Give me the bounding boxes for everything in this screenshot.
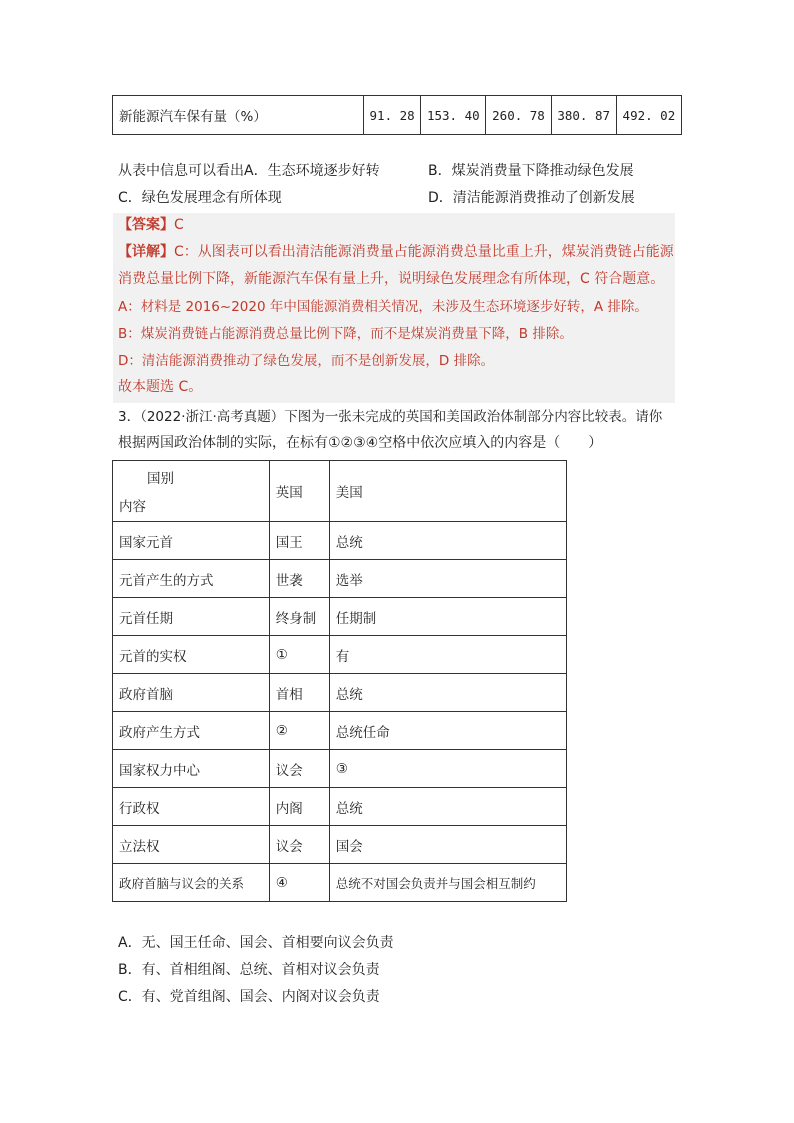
us-cell: 总统不对国会负责并与国会相互制约 (329, 864, 566, 902)
option-a: A．生态环境逐步好转 (244, 163, 380, 179)
us-cell: 任期制 (329, 598, 566, 636)
header-content: 内容 (119, 499, 146, 515)
row-label: 国家元首 (113, 522, 270, 560)
value-cell: 153. 40 (421, 96, 486, 135)
table-row (113, 636, 567, 674)
energy-table (112, 95, 682, 135)
uk-cell: 国王 (269, 522, 329, 560)
table-header-row (113, 461, 567, 522)
q3-option-a: A．无、国王任命、国会、首相要向议会负责 (118, 935, 394, 951)
row-label: 元首的实权 (113, 636, 270, 674)
uk-cell: ① (269, 636, 329, 674)
row-label: 立法权 (113, 826, 270, 864)
us-cell: 国会 (329, 826, 566, 864)
detail-line-1 (118, 241, 674, 261)
table-row (113, 826, 567, 864)
us-cell: 总统任命 (329, 712, 566, 750)
us-cell: 选举 (329, 560, 566, 598)
detail-line-3: A：材料是 2016~2020 年中国能源消费相关情况，未涉及生态环境逐步好转，A 排除。 (118, 299, 648, 315)
q3-option-b: B．有、首相组阁、总统、首相对议会负责 (118, 962, 380, 978)
table-row (113, 750, 567, 788)
row-label: 政府首脑 (113, 674, 270, 712)
row-label: 行政权 (113, 788, 270, 826)
option-b: B．煤炭消费量下降推动绿色发展 (428, 163, 634, 179)
table-row (113, 598, 567, 636)
q3-stem-line2: 根据两国政治体制的实际，在标有①②③④空格中依次应填入的内容是（ ） (118, 435, 603, 451)
header-uk: 英国 (269, 461, 329, 522)
table-row (113, 788, 567, 826)
uk-cell: ② (269, 712, 329, 750)
table-row (113, 96, 682, 135)
us-cell: ③ (329, 750, 566, 788)
value-cell: 91. 28 (364, 96, 421, 135)
value-cell: 492. 02 (616, 96, 681, 135)
comparison-table (112, 460, 567, 902)
table-row (113, 712, 567, 750)
header-us: 美国 (329, 461, 566, 522)
q2-options-line1 (118, 160, 380, 180)
us-cell: 总统 (329, 522, 566, 560)
us-cell: 总统 (329, 674, 566, 712)
row-label: 政府首脑与议会的关系 (113, 864, 270, 902)
detail-line-6: 故本题选 C。 (118, 379, 203, 395)
header-country: 国别 (147, 471, 174, 487)
uk-cell: 内阁 (269, 788, 329, 826)
us-cell: 有 (329, 636, 566, 674)
detail-line-4: B：煤炭消费链占能源消费总量比例下降，而不是煤炭消费量下降，B 排除。 (118, 326, 573, 342)
detail-line-5: D：清洁能源消费推动了绿色发展，而不是创新发展，D 排除。 (118, 353, 495, 369)
answer-value: C (174, 217, 184, 233)
row-label: 元首任期 (113, 598, 270, 636)
option-d: D．清洁能源消费推动了创新发展 (428, 190, 635, 206)
row-label: 元首产生的方式 (113, 560, 270, 598)
uk-cell: ④ (269, 864, 329, 902)
value-cell: 260. 78 (486, 96, 551, 135)
uk-cell: 议会 (269, 750, 329, 788)
q2-stem: 从表中信息可以看出 (118, 163, 244, 179)
uk-cell: 世袭 (269, 560, 329, 598)
detail-text: C：从图表可以看出清洁能源消费量占能源消费总量比重上升，煤炭消费链占能源 (174, 244, 674, 260)
option-c: C．绿色发展理念有所体现 (118, 190, 282, 206)
row-label: 国家权力中心 (113, 750, 270, 788)
q3-stem-line1: 3．（2022·浙江·高考真题）下图为一张未完成的英国和美国政治体制部分内容比较表。请你 (118, 409, 663, 425)
us-cell: 总统 (329, 788, 566, 826)
answer-line (118, 214, 184, 234)
table-row (113, 864, 567, 902)
uk-cell: 终身制 (269, 598, 329, 636)
q3-option-c: C．有、党首组阁、国会、内阁对议会负责 (118, 989, 380, 1005)
row-label: 政府产生方式 (113, 712, 270, 750)
value-cell: 380. 87 (551, 96, 616, 135)
table-row (113, 522, 567, 560)
uk-cell: 首相 (269, 674, 329, 712)
answer-tag: 【答案】 (118, 217, 174, 233)
uk-cell: 议会 (269, 826, 329, 864)
table-row (113, 560, 567, 598)
header-corner-cell (113, 461, 270, 522)
detail-line-2: 消费总量比例下降，新能源汽车保有量上升，说明绿色发展理念有所体现，C 符合题意。 (118, 271, 665, 287)
detail-tag: 【详解】 (118, 244, 174, 260)
table-row (113, 674, 567, 712)
row-label: 新能源汽车保有量（%） (113, 96, 364, 135)
